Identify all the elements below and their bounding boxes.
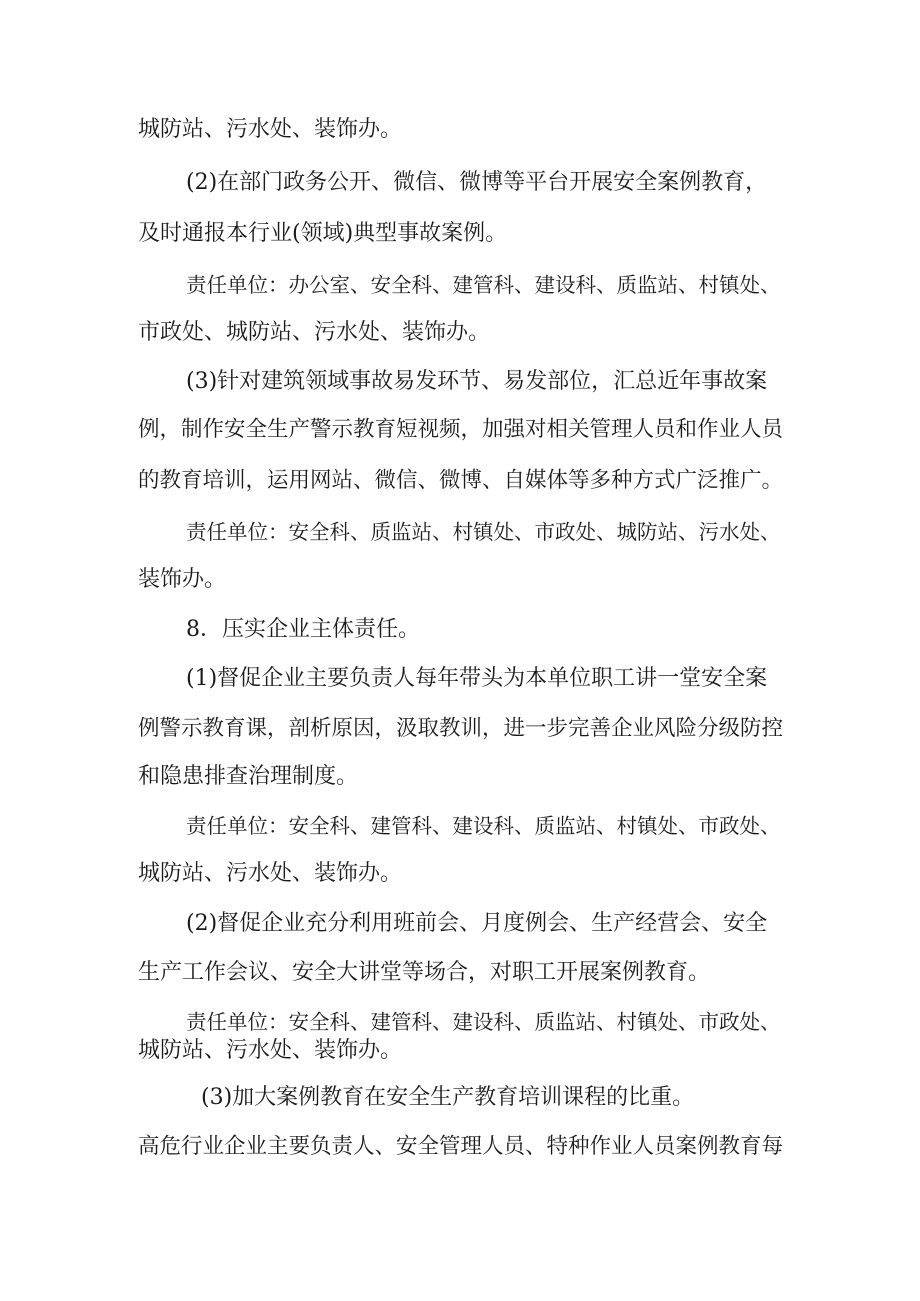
text-line-content: (1)督促企业主要负责人每年带头为本单位职工讲一堂安全案 [186,666,768,691]
text-line [0,313,920,353]
text-line-content: 的教育培训，运用网站、微信、微博、自媒体等多种方式广泛推广。 [138,468,784,493]
text-line [0,214,920,254]
text-line-content: 装饰办。 [138,567,227,592]
text-line-content: 生产工作会议、安全大讲堂等场合，对职工开展案例教育。 [138,960,711,985]
text-line-content: 市政处、城防站、污水处、装饰办。 [138,320,491,345]
text-line-content: (2)督促企业充分利用班前会、月度例会、生产经营会、安全 [186,911,768,936]
text-line [0,410,920,450]
text-line [0,659,920,699]
text-line [0,709,920,749]
text-line-content: 例警示教育课，剖析原因，汲取教训，进一步完善企业风险分级防控 [138,716,784,741]
text-line-content: 责任单位：安全科、质监站、村镇处、市政处、城防站、污水处、 [186,520,781,544]
text-line [0,806,920,846]
text-line [0,362,920,402]
text-line [0,265,920,305]
text-line-content: 8．压实企业主体责任。 [186,617,420,642]
text-line [0,854,920,894]
text-line [0,163,920,203]
text-line-content: (3)加大案例教育在安全生产教育培训课程的比重。 [201,1085,695,1110]
text-line-content: 责任单位：安全科、建管科、建设科、质监站、村镇处、市政处、 [186,1010,781,1034]
text-line [0,1127,920,1167]
text-line [0,757,920,797]
text-line-content: 及时通报本行业(领域)典型事故案例。 [138,221,508,246]
text-line-content: (2)在部门政务公开、微信、微博等平台开展安全案例教育， [186,170,768,195]
text-line-content: (3)针对建筑领域事故易发环节、易发部位，汇总近年事故案 [186,369,768,394]
text-line [0,904,920,944]
text-line-content: 城防站、污水处、装饰办。 [138,1038,403,1063]
section-heading [0,610,920,650]
text-line-content: 和隐患排查治理制度。 [138,764,359,789]
text-line-content: 例，制作安全生产警示教育短视频，加强对相关管理人员和作业人员 [138,417,784,442]
text-line [0,512,920,552]
text-line [0,461,920,501]
text-line-content: 城防站、污水处、装饰办。 [138,861,403,886]
text-line [0,560,920,600]
text-line [0,1031,920,1071]
text-line-content: 城防站、污水处、装饰办。 [138,117,403,142]
text-line-content: 责任单位：办公室、安全科、建管科、建设科、质监站、村镇处、 [186,273,781,297]
text-line [0,1078,920,1118]
text-line-content: 责任单位：安全科、建管科、建设科、质监站、村镇处、市政处、 [186,814,781,838]
text-line [0,953,920,993]
text-line [0,110,920,150]
text-line-content: 高危行业企业主要负责人、安全管理人员、特种作业人员案例教育每 [138,1134,784,1159]
